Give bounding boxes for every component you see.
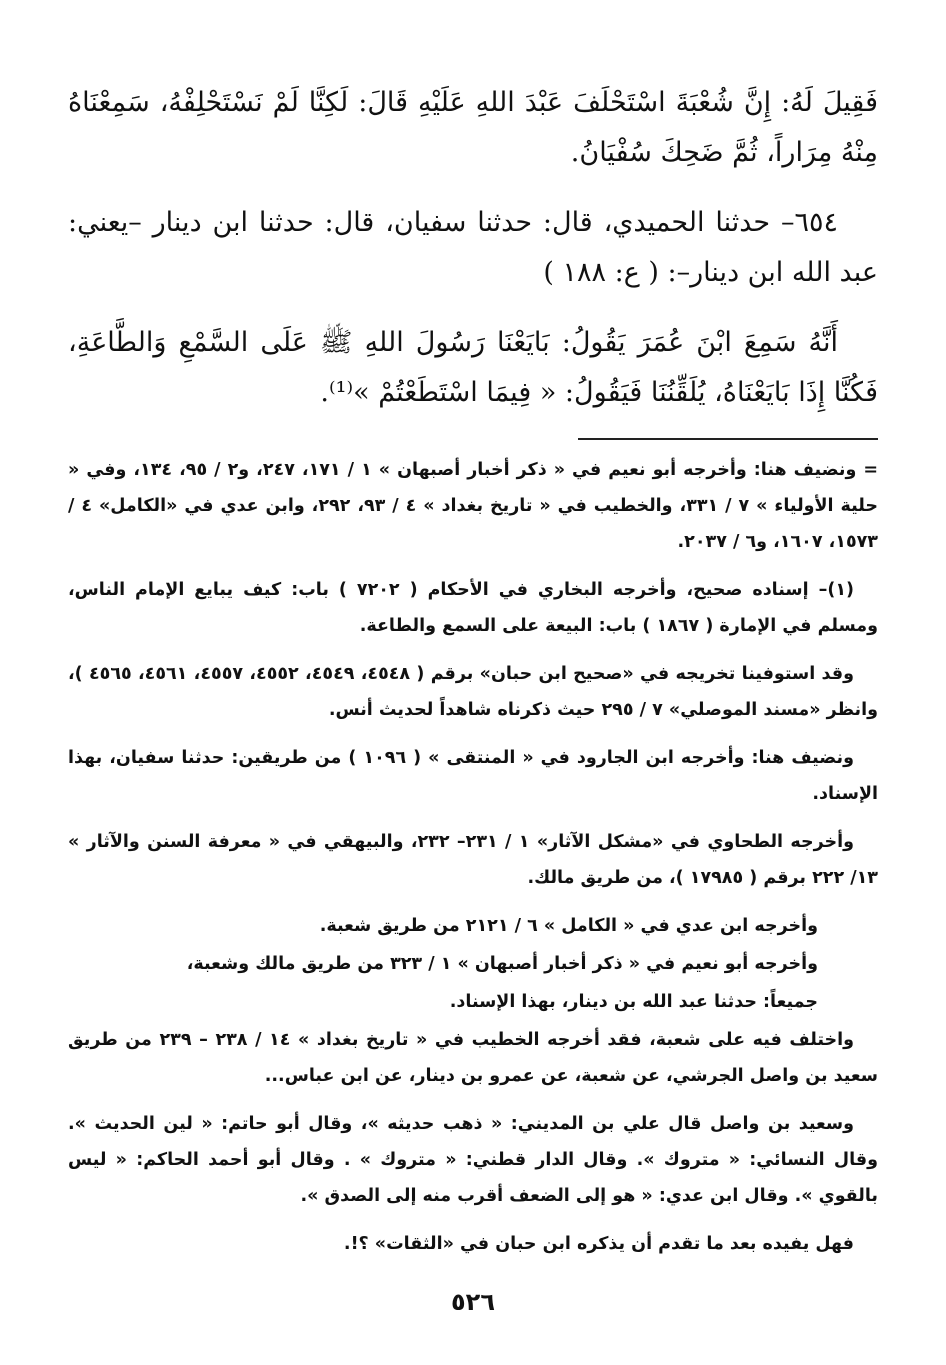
main-paragraph-continuation: فَقِيلَ لَهُ: إِنَّ شُعْبَةَ اسْتَحْلَفَ عَبْدَ اللهِ عَلَيْهِ قَالَ: لَكِنَّا لَمْ نَسْتَحْلِفْهُ، سَمِعْنَاهُ مِنْهُ مِرَاراً، ثُمَّ ضَحِكَ سُفْيَانُ.	[68, 87, 878, 168]
footnote-paragraph: وسعيد بن واصل قال علي بن المديني: « ذهب حديثه »، وقال أبو حاتم: « لين الحديث ». وقال النسائي: « متروك ». وقال الدار قطني: « متروك » . وقال أبو أحمد الحاكم: « ليس بالقوي ». وقال ابن عدي: « هو إلى الضعف أقرب منه إلى الصدق ».	[68, 1114, 878, 1206]
footnote-paragraph: فهل يفيده بعد ما تقدم أن يذكره ابن حبان في «الثقات» ؟!.	[343, 1234, 854, 1254]
footnote-separator	[578, 438, 878, 440]
hadith-654-isnad: ٦٥٤– حدثنا الحميدي، قال: حدثنا سفيان، قال: حدثنا ابن دينار –يعني: عبد الله ابن دينار–: ( ع: ١٨٨ )	[68, 207, 878, 288]
footnote-paragraph: جميعاً: حدثنا عبد الله بن دينار، بهذا الإسناد.	[449, 992, 818, 1012]
footnote-paragraph: وأخرجه الطحاوي في «مشكل الآثار» ١ / ٢٣١– ٢٣٢، والبيهقي في « معرفة السنن والآثار » ١٣/ ٢٢٢ برقم ( ١٧٩٨٥ )، من طريق مالك.	[68, 832, 878, 888]
footnote-paragraph: وأخرجه أبو نعيم في « ذكر أخبار أصبهان » ١ / ٣٢٣ من طريق مالك وشعبة،	[186, 954, 818, 974]
footnote-paragraph: ونضيف هنا: وأخرجه ابن الجارود في « المنتقى » ( ١٠٩٦ ) من طريقين: حدثنا سفيان، بهذا الإسناد.	[68, 748, 878, 804]
footnote-paragraph: واختلف فيه على شعبة، فقد أخرجه الخطيب في « تاريخ بغداد » ١٤ / ٢٣٨ – ٢٣٩ من طريق سعيد بن واصل الجرشي، عن شعبة، عن عمرو بن دينار، عن ابن عباس...	[68, 1030, 878, 1086]
main-text	[68, 78, 878, 418]
footnote-paragraph: وقد استوفينا تخريجه في «صحيح ابن حبان» برقم ( ٤٥٤٨، ٤٥٤٩، ٤٥٥٢، ٤٥٥٧، ٤٥٦١، ٤٥٦٥ )، وانظر «مسند الموصلي» ٧ / ٢٩٥ حيث ذكرناه شاهداً لحديث أنس.	[68, 664, 878, 720]
footnote-paragraph: (١)– إسناده صحيح، وأخرجه البخاري في الأحكام ( ٧٢٠٢ ) باب: كيف يبايع الإمام الناس، ومسلم في الإمارة ( ١٨٦٧ ) باب: البيعة على السمع والطاعة.	[68, 580, 878, 636]
book-page	[68, 78, 878, 1338]
footnotes	[68, 452, 878, 1262]
footnote-paragraph: وأخرجه ابن عدي في « الكامل » ٦ / ٢١٢١ من طريق شعبة.	[319, 916, 818, 936]
hadith-654-matn: أَنَّهُ سَمِعَ ابْنَ عُمَرَ يَقُولُ: بَايَعْنَا رَسُولَ اللهِ ﷺ عَلَى السَّمْعِ وَالطَّاعَةِ، فَكُنَّا إِذَا بَايَعْنَاهُ، يُلَقِّنُنَا فَيَقُولُ: « فِيمَا اسْتَطَعْتُمْ »⁽¹⁾.	[68, 327, 878, 408]
footnote-paragraph: = ونضيف هنا: وأخرجه أبو نعيم في « ذكر أخبار أصبهان » ١ / ١٧١، ٢٤٧، و٢ / ٩٥، ١٣٤، وفي « حلية الأولياء » ٧ / ٣٣١، والخطيب في « تاريخ بغداد » ٤ / ٩٣، ٢٩٢، وابن عدي في «الكامل» ٤ / ١٥٧٣، ١٦٠٧، و٦ / ٢٠٣٧.	[68, 460, 879, 552]
page-number: ٥٢٦	[451, 1288, 495, 1316]
